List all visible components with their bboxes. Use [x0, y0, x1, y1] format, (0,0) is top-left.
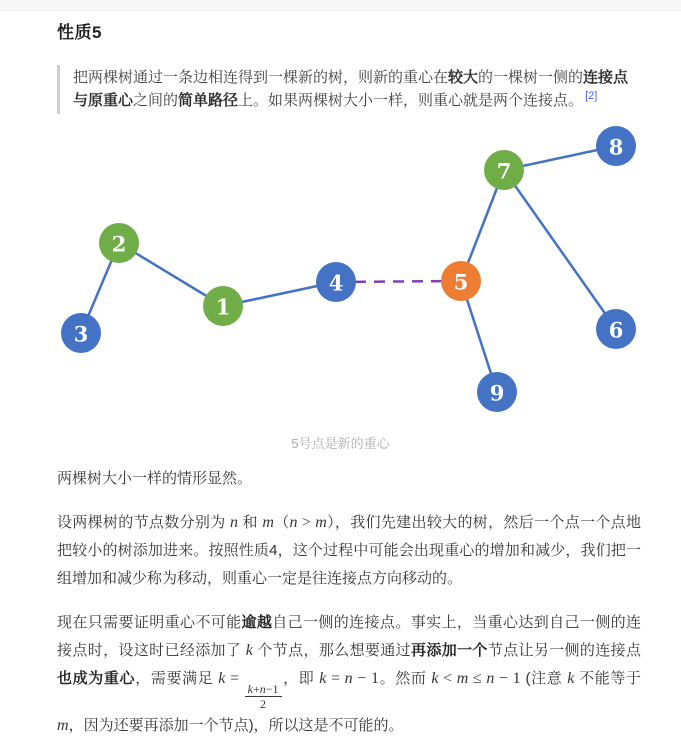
tree-edge [504, 170, 616, 329]
bold-text: 连接点与原重心 [73, 69, 629, 109]
graph-node-label-9: 9 [489, 380, 505, 406]
property-quote [57, 65, 641, 114]
graph-node-label-1: 1 [215, 294, 231, 320]
figure-caption: 5号点是新的重心 [291, 436, 390, 451]
article-body [57, 465, 641, 740]
graph-node-label-5: 5 [453, 269, 469, 295]
bold-text: 逾越 [241, 614, 273, 631]
graph-node-label-7: 7 [496, 158, 512, 184]
inline-math: k < m ≤ n − 1 [431, 670, 521, 687]
bold-text: 较大 [448, 69, 479, 86]
inline-math: m [57, 716, 69, 734]
bold-text: 简单路径 [178, 92, 239, 109]
inline-math: n > m [289, 514, 327, 531]
graph-node-label-3: 3 [73, 321, 89, 347]
graph-node-label-4: 4 [328, 270, 344, 296]
quote-text: 把两棵树通过一条边相连得到一棵新的树，则新的重心在较大的一棵树一侧的连接点与原重心之间的简单路径上。如果两棵树大小一样，则重心就是两个连接点。 [73, 69, 629, 109]
tree-figure [0, 124, 681, 452]
inline-math: k = [218, 670, 239, 687]
inline-math: n [230, 514, 239, 531]
math-fraction: $\frac{k+n-1}{2}$ [245, 682, 282, 712]
body-paragraph-3: 现在只需要证明重心不可能逾越自己一侧的连接点。事实上，当重心达到自己一侧的连接点时，设这时已经添加了 k 个节点，那么想要通过再添加一个节点让另一侧的连接点也成为重心，需要满足 k = $\frac{k+n-1}{2}$ ，即 k = n − 1。然而 k < m ≤ n − 1 (注意 k 不能等于 m，因为还要再添加一个节点)，所以这是不可能的。 [57, 614, 642, 734]
graph-node-label-6: 6 [608, 317, 624, 343]
graph-node-label-8: 8 [608, 134, 624, 160]
body-paragraph-2: 设两棵树的节点数分别为 n 和 m（n > m），我们先建出较大的树，然后一个点一个点地把较小的树添加进来。按照性质4，这个过程中可能会出现重心的增加和减少，我们把一组增加和减少称为移动，则重心一定是往连接点方向移动的。 [57, 514, 641, 587]
graph-node-label-2: 2 [111, 231, 127, 257]
inline-math: m [262, 514, 274, 531]
body-paragraph-1: 两棵树大小一样的情形显然。 [57, 470, 253, 487]
top-edge-strip [0, 0, 681, 11]
section-title: 性质5 [57, 23, 102, 42]
inline-math: k [245, 642, 253, 659]
tree-graph [0, 124, 681, 424]
reference-link[interactable]: [2] [585, 90, 598, 102]
inline-math: k = n − 1 [319, 670, 379, 687]
bold-text: 也成为重心 [57, 670, 136, 687]
bold-text: 再添加一个 [411, 642, 488, 659]
inline-math: k [567, 670, 575, 687]
